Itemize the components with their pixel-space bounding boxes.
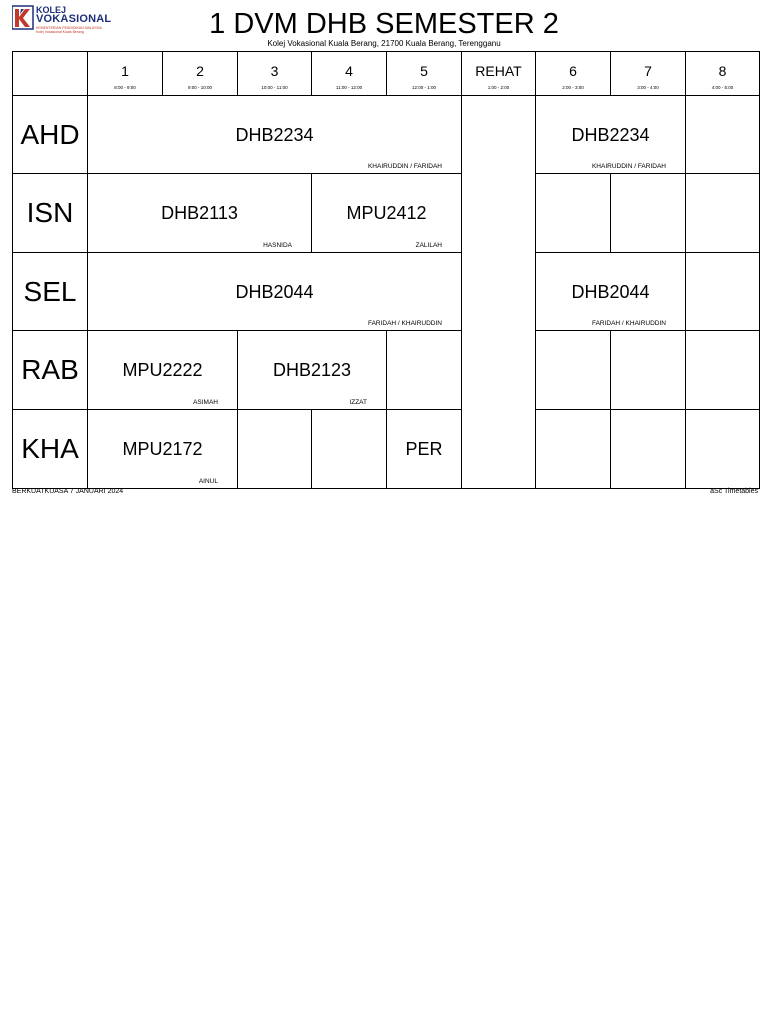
subject-code: DHB2044 bbox=[235, 282, 314, 302]
period-header bbox=[386, 51, 462, 96]
period-header bbox=[311, 51, 387, 96]
lesson-cell bbox=[87, 173, 312, 253]
day-label bbox=[12, 330, 88, 410]
subject-code: DHB2234 bbox=[235, 125, 314, 145]
teacher-name: IZZAT bbox=[349, 399, 367, 406]
lesson-cell bbox=[535, 409, 611, 489]
period-time: 8:00 - 9:00 bbox=[114, 85, 136, 90]
lesson-cell bbox=[87, 95, 462, 174]
period-number: 8 bbox=[718, 63, 727, 79]
period-number: 3 bbox=[270, 63, 279, 79]
teacher-name: AINUL bbox=[198, 478, 218, 485]
period-header bbox=[162, 51, 238, 96]
logo-text-line4: Kolej Vokasional Kuala Berang bbox=[36, 30, 84, 34]
period-header bbox=[535, 51, 611, 96]
lesson-cell bbox=[685, 252, 760, 331]
generator-credit: aSc Timetables bbox=[710, 488, 758, 495]
college-address: Kolej Vokasional Kuala Berang, 21700 Kuala Berang, Terengganu bbox=[267, 39, 501, 48]
day-label bbox=[12, 95, 88, 174]
timetable-grid bbox=[0, 0, 768, 500]
teacher-name: KHAIRUDDIN / FARIDAH bbox=[591, 163, 666, 170]
lesson-cell bbox=[685, 95, 760, 174]
lesson-cell bbox=[610, 409, 686, 489]
lesson-cell bbox=[386, 330, 462, 410]
period-time: 12:00 - 1:00 bbox=[411, 85, 437, 90]
lesson-cell bbox=[610, 173, 686, 253]
period-header bbox=[87, 51, 163, 96]
teacher-name: FARIDAH / KHAIRUDDIN bbox=[591, 320, 666, 327]
subject-code: MPU2222 bbox=[122, 360, 203, 380]
day-name: ISN bbox=[26, 197, 74, 228]
subject-code: DHB2113 bbox=[161, 203, 238, 223]
logo-text-line2: VOKASIONAL bbox=[36, 13, 112, 25]
period-time: 11:00 - 12:00 bbox=[335, 85, 363, 90]
logo-text-line3: KEMENTERIAN PENDIDIKAN MALAYSIA bbox=[36, 26, 102, 30]
lesson-cell bbox=[237, 409, 312, 489]
period-time: 1:00 - 2:00 bbox=[487, 85, 510, 90]
subject-code: DHB2044 bbox=[571, 282, 650, 302]
teacher-name: KHAIRUDDIN / FARIDAH bbox=[367, 163, 442, 170]
period-time: 4:00 - 5:00 bbox=[711, 85, 734, 90]
day-name: AHD bbox=[20, 118, 80, 150]
teacher-name: ASIMAH bbox=[193, 399, 218, 406]
period-number: 2 bbox=[196, 63, 204, 79]
lesson-cell bbox=[237, 330, 387, 410]
day-label bbox=[12, 409, 88, 489]
lesson-cell bbox=[535, 330, 611, 410]
period-time: 9:00 - 10:00 bbox=[187, 85, 213, 90]
corner-cell bbox=[12, 51, 88, 96]
period-time: 3:00 - 4:00 bbox=[637, 85, 659, 90]
period-number: 7 bbox=[644, 63, 652, 79]
lesson-cell bbox=[386, 409, 462, 489]
lesson-cell bbox=[535, 95, 686, 174]
lesson-cell bbox=[610, 330, 686, 410]
period-number: 1 bbox=[121, 63, 129, 79]
period-header bbox=[461, 51, 536, 96]
period-number: 4 bbox=[345, 63, 353, 79]
subject-code: DHB2123 bbox=[272, 360, 352, 380]
period-header bbox=[610, 51, 686, 96]
rehat-cell bbox=[461, 95, 536, 489]
period-number: REHAT bbox=[475, 63, 522, 79]
effective-date: BERKUATKUASA 7 JANUARI 2024 bbox=[12, 488, 124, 495]
logo-text-line1: KOLEJ bbox=[36, 5, 67, 15]
subject-code: MPU2172 bbox=[122, 439, 203, 459]
day-name: SEL bbox=[23, 275, 77, 307]
day-name: KHA bbox=[21, 433, 79, 464]
subject-code: DHB2234 bbox=[571, 125, 650, 145]
lesson-cell bbox=[311, 173, 462, 253]
period-header bbox=[685, 51, 760, 96]
lesson-cell bbox=[685, 173, 760, 253]
lesson-cell bbox=[535, 173, 611, 253]
timetable-title: 1 DVM DHB SEMESTER 2 bbox=[209, 8, 559, 40]
teacher-name: ZALILAH bbox=[415, 242, 442, 249]
subject-code: MPU2412 bbox=[346, 203, 427, 223]
day-label bbox=[12, 252, 88, 331]
day-name: RAB bbox=[21, 354, 79, 385]
day-label bbox=[12, 173, 88, 253]
period-header bbox=[237, 51, 312, 96]
lesson-cell bbox=[87, 252, 462, 331]
lesson-cell bbox=[87, 330, 238, 410]
period-number: 5 bbox=[420, 63, 428, 79]
lesson-cell bbox=[685, 409, 760, 489]
lesson-cell bbox=[685, 330, 760, 410]
subject-code: PER bbox=[405, 439, 443, 459]
period-time: 10:00 - 11:00 bbox=[261, 85, 288, 90]
lesson-cell bbox=[87, 409, 238, 489]
period-time: 2:00 - 3:00 bbox=[562, 85, 584, 90]
lesson-cell bbox=[535, 252, 686, 331]
period-number: 6 bbox=[569, 63, 577, 79]
teacher-name: HASNIDA bbox=[263, 242, 292, 249]
teacher-name: FARIDAH / KHAIRUDDIN bbox=[367, 320, 442, 327]
lesson-cell bbox=[311, 409, 387, 489]
